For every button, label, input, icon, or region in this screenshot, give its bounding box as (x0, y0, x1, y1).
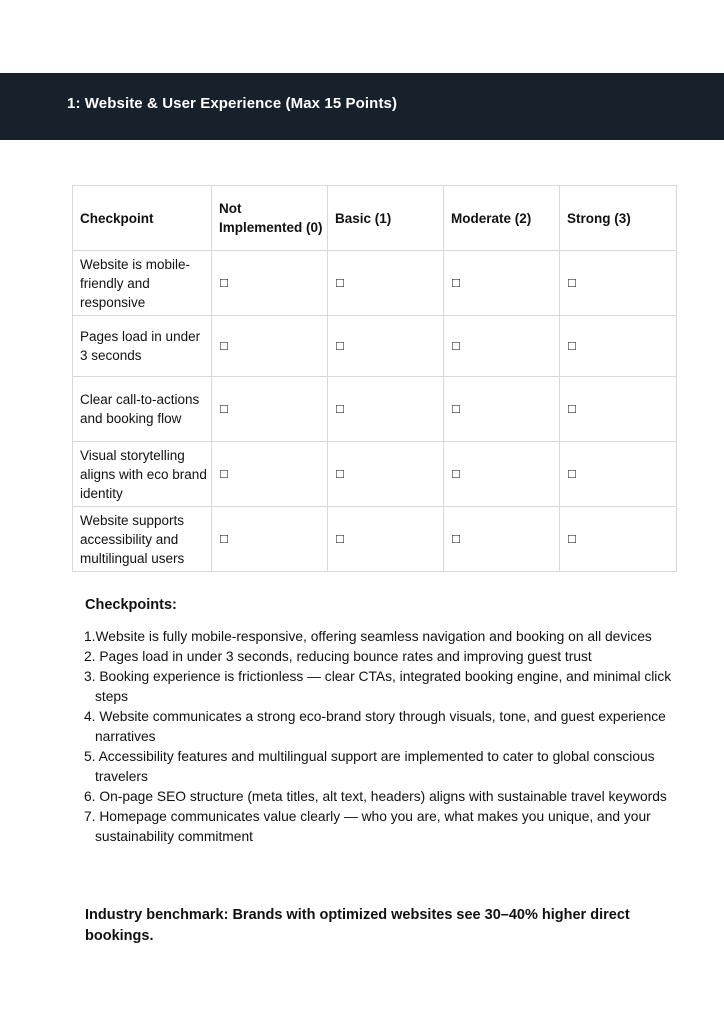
checkbox[interactable]: ☐ (335, 468, 345, 481)
table-row (73, 251, 677, 316)
checkbox[interactable]: ☐ (451, 403, 461, 416)
checkbox[interactable]: ☐ (567, 533, 577, 546)
checkbox[interactable]: ☐ (451, 533, 461, 546)
checkbox[interactable]: ☐ (451, 340, 461, 353)
column-header: Checkpoint (73, 186, 212, 251)
list-item: 7. Homepage communicates value clearly — who you are, what makes you unique, and your sustainability commitment (84, 809, 651, 844)
checkbox[interactable]: ☐ (567, 403, 577, 416)
checkpoint-cell: Visual storytelling aligns with eco brand identity (73, 442, 212, 507)
benchmark-note: Industry benchmark: Brands with optimized websites see 30–40% higher direct bookings. (85, 907, 630, 944)
table-row (73, 507, 677, 572)
table-row (73, 442, 677, 507)
checkpoint-cell: Clear call-to-actions and booking flow (73, 377, 212, 442)
column-header: Moderate (2) (444, 186, 560, 251)
checkbox[interactable]: ☐ (567, 277, 577, 290)
checkpoint-cell: Website supports accessibility and multilingual users (73, 507, 212, 572)
checkbox[interactable]: ☐ (219, 403, 229, 416)
scoring-table (72, 185, 677, 572)
checkbox[interactable]: ☐ (219, 277, 229, 290)
checkbox[interactable]: ☐ (567, 340, 577, 353)
table-row (73, 316, 677, 377)
list-item: 5. Accessibility features and multilingual support are implemented to cater to global conscious travelers (84, 749, 655, 784)
table-header-row (73, 186, 677, 251)
checkbox[interactable]: ☐ (451, 468, 461, 481)
list-item: 3. Booking experience is frictionless — clear CTAs, integrated booking engine, and minimal click steps (84, 669, 672, 704)
checkbox[interactable]: ☐ (219, 468, 229, 481)
checkbox[interactable]: ☐ (219, 533, 229, 546)
checkbox[interactable]: ☐ (219, 340, 229, 353)
checkpoints-heading: Checkpoints: (85, 597, 177, 613)
checkbox[interactable]: ☐ (451, 277, 461, 290)
checkpoint-cell: Website is mobile-friendly and responsive (73, 251, 212, 316)
checkbox[interactable]: ☐ (335, 340, 345, 353)
checkbox[interactable]: ☐ (335, 533, 345, 546)
table-row (73, 377, 677, 442)
column-header: Not Implemented (0) (212, 186, 328, 251)
list-item: 1.Website is fully mobile-responsive, offering seamless navigation and booking on all devices (84, 629, 652, 644)
list-item: 6. On-page SEO structure (meta titles, alt text, headers) aligns with sustainable travel keywords (84, 789, 667, 804)
checkbox[interactable]: ☐ (567, 468, 577, 481)
checkbox[interactable]: ☐ (335, 277, 345, 290)
column-header: Basic (1) (328, 186, 444, 251)
list-item: 2. Pages load in under 3 seconds, reducing bounce rates and improving guest trust (84, 649, 592, 664)
checkbox[interactable]: ☐ (335, 403, 345, 416)
list-item: 4. Website communicates a strong eco-brand story through visuals, tone, and guest experience narratives (84, 709, 666, 744)
checkpoint-cell: Pages load in under 3 seconds (73, 316, 212, 377)
column-header: Strong (3) (560, 186, 677, 251)
section-title: 1: Website & User Experience (Max 15 Points) (67, 95, 398, 112)
checkpoints-list (84, 627, 684, 847)
